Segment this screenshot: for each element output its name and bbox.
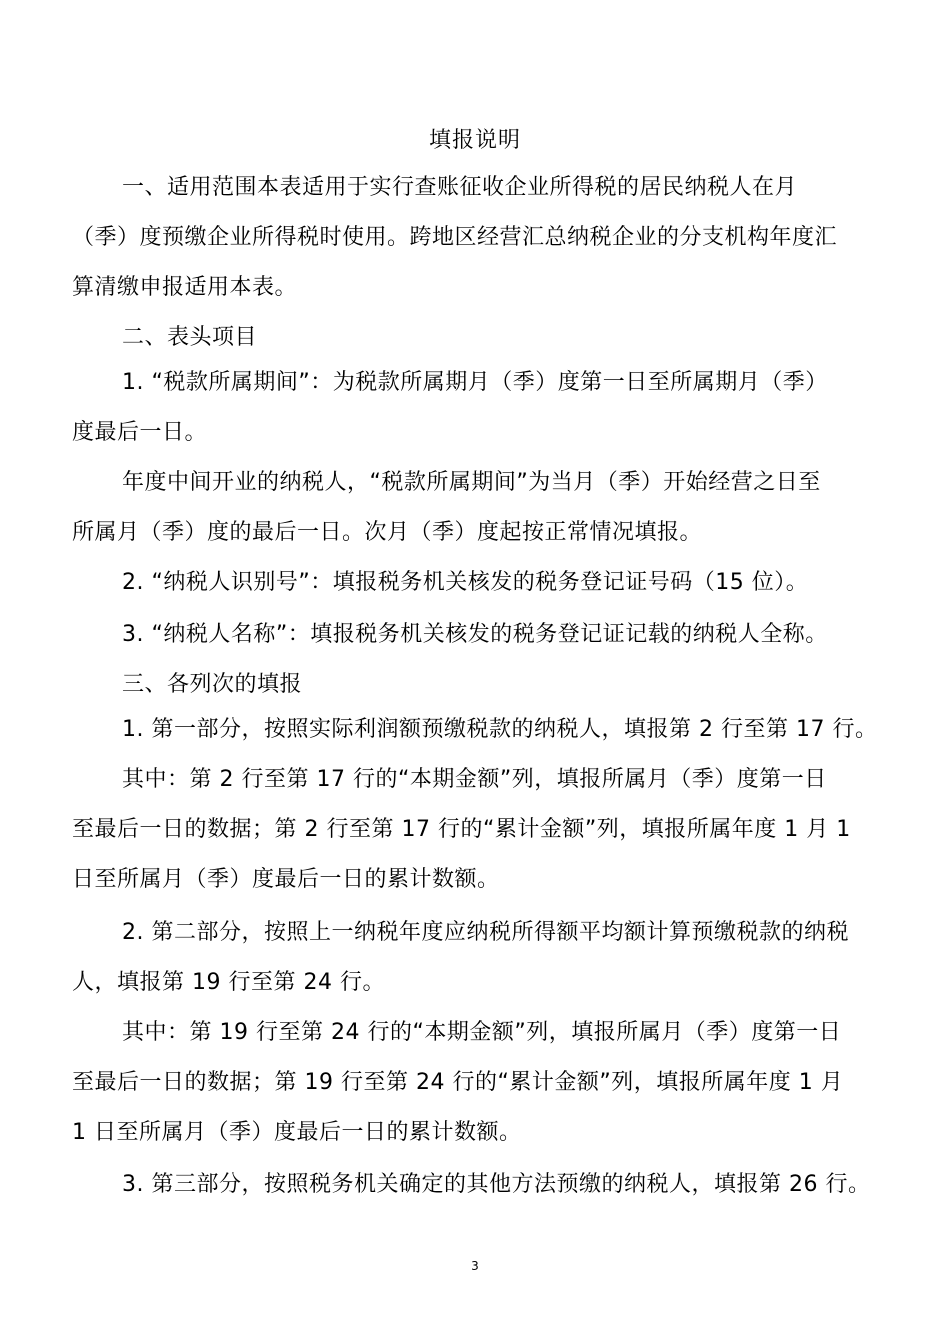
paragraph-line: 算清缴申报适用本表。	[72, 275, 298, 300]
paragraph-line: 其中：第 2 行至第 17 行的“本期金额”列，填报所属月（季）度第一日	[122, 767, 827, 792]
paragraph-line: 2. “纳税人识别号”：填报税务机关核发的税务登记证号码（15 位）。	[122, 570, 809, 595]
paragraph-line: 至最后一日的数据；第 2 行至第 17 行的“累计金额”列，填报所属年度 1 月 1	[72, 817, 851, 842]
section-heading: 三、各列次的填报	[122, 672, 303, 697]
paragraph-line: 至最后一日的数据；第 19 行至第 24 行的“累计金额”列，填报所属年度 1 月	[72, 1070, 844, 1095]
paragraph-line: （季）度预缴企业所得税时使用。跨地区经营汇总纳税企业的分支机构年度汇	[72, 225, 838, 250]
paragraph-line: 1 日至所属月（季）度最后一日的累计数额。	[72, 1120, 522, 1145]
paragraph-line: 1. “税款所属期间”：为税款所属期月（季）度第一日至所属期月（季）	[122, 370, 828, 395]
paragraph-line: 其中：第 19 行至第 24 行的“本期金额”列，填报所属月（季）度第一日	[122, 1020, 842, 1045]
paragraph-line: 年度中间开业的纳税人，“税款所属期间”为当月（季）开始经营之日至	[122, 470, 821, 495]
section-heading: 二、表头项目	[122, 325, 258, 350]
paragraph-line: 一、适用范围本表适用于实行查账征收企业所得税的居民纳税人在月	[122, 175, 798, 200]
paragraph-line: 1. 第一部分，按照实际利润额预缴税款的纳税人，填报第 2 行至第 17 行。	[122, 717, 878, 742]
paragraph-line: 度最后一日。	[72, 420, 208, 445]
page-number: 3	[471, 1259, 479, 1273]
paragraph-line: 3. 第三部分，按照税务机关确定的其他方法预缴的纳税人，填报第 26 行。	[122, 1172, 871, 1197]
paragraph-line: 日至所属月（季）度最后一日的累计数额。	[72, 867, 500, 892]
paragraph-line: 人，填报第 19 行至第 24 行。	[72, 970, 385, 995]
paragraph-line: 3. “纳税人名称”：填报税务机关核发的税务登记证记载的纳税人全称。	[122, 622, 828, 647]
paragraph-line: 2. 第二部分，按照上一纳税年度应纳税所得额平均额计算预缴税款的纳税	[122, 920, 849, 945]
paragraph-line: 所属月（季）度的最后一日。次月（季）度起按正常情况填报。	[72, 520, 703, 545]
page-title: 填报说明	[428, 128, 521, 153]
